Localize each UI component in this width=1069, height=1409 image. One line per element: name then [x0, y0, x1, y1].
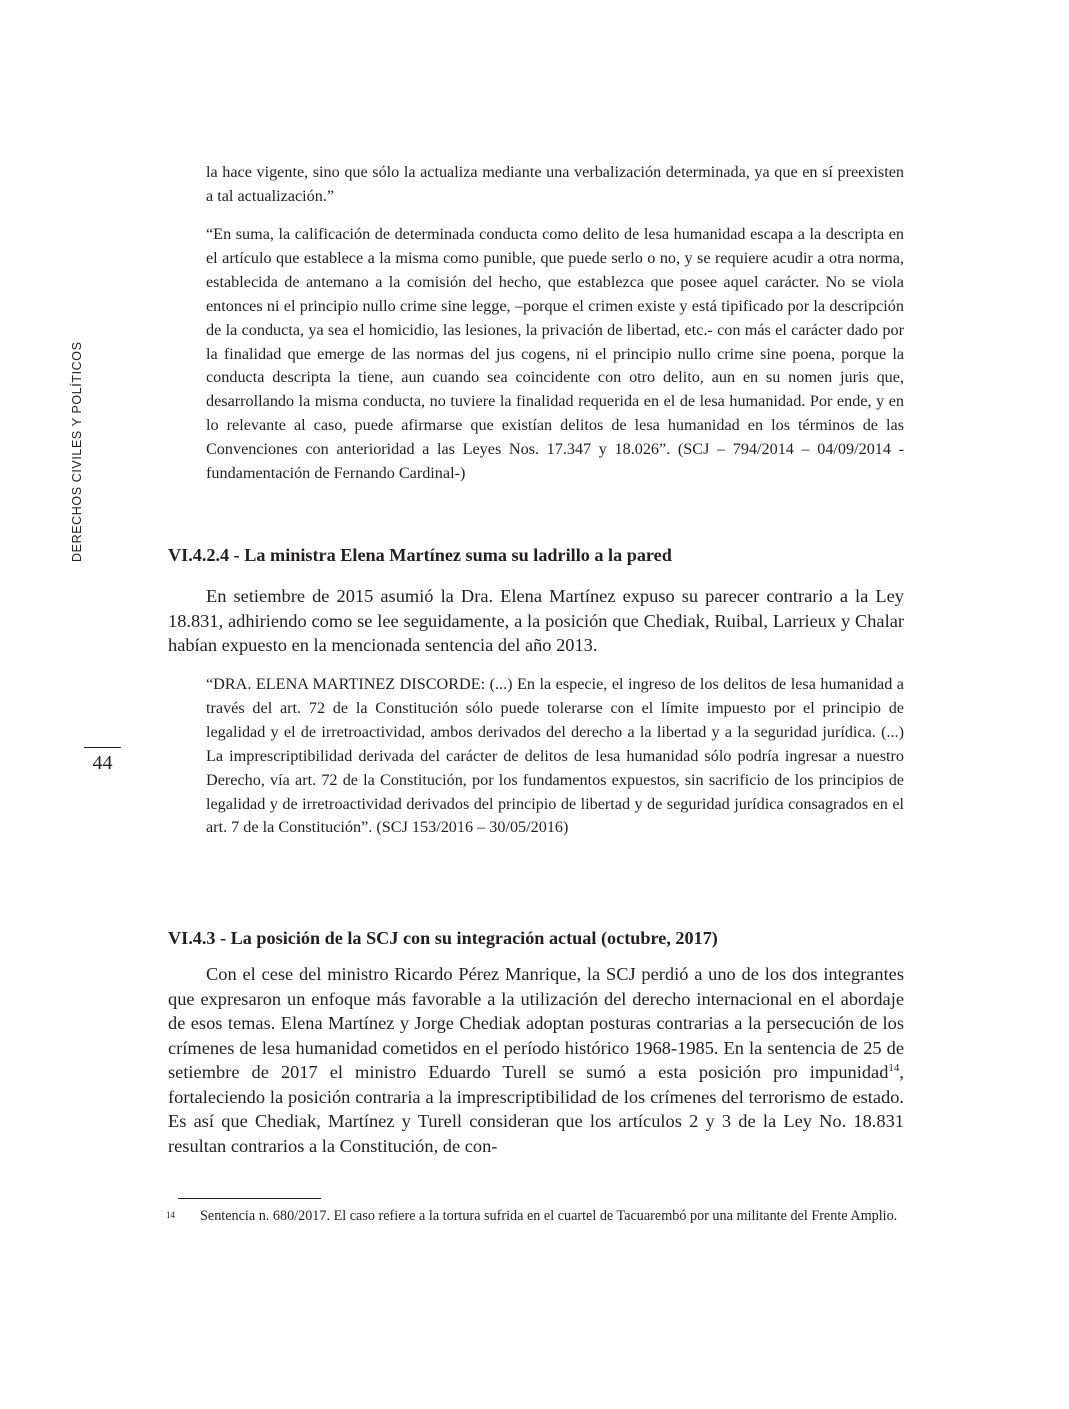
- paragraph-scj-integration: [168, 962, 904, 1158]
- quote-martinez: “DRA. ELENA MARTINEZ DISCORDE: (...) En la especie, el ingreso de los delitos de lesa humanidad a través del art. 72 de la Constitución sólo puede tolerarse con el límite impuesto por el principio de legalidad y el de irretroactividad, ambos derivados del derecho a la libertad y a la seguridad jurídica. (...) La imprescriptibilidad derivada del carácter de delitos de lesa humanidad sólo podría ingresar a nuestro Derecho, vía art. 72 de la Constitución, por los fundamentos expuestos, sin sacrificio de los principios de legalidad y de irretroactividad derivados del principio de libertad y de seguridad jurídica consagrados en el art. 7 de la Constitución”. (SCJ 153/2016 – 30/05/2016): [206, 675, 904, 837]
- paragraph-text-after-note: , fortaleciendo la posición contraria a la imprescriptibilidad de los crímenes del terrorismo de estado. Es así que Chediak, Martínez y Turell consideran que los artículos 2 y 3 de la Ley No. 18.831 resultan contrarios a la Constitución, de con-: [168, 1062, 904, 1156]
- footnote-separator: [178, 1198, 321, 1199]
- section-heading-vi-4-2-4: VI.4.2.4 - La ministra Elena Martínez suma su ladrillo a la pared: [168, 545, 672, 565]
- footnote-text: Sentencia n. 680/2017. El caso refiere a la tortura sufrida en el cuartel de Tacuarembó por una militante del Frente Amplio.: [200, 1208, 898, 1224]
- footnote-reference: 14: [888, 1061, 900, 1074]
- footnote-14: [166, 1206, 904, 1227]
- paragraph-text-before-note: Con el cese del ministro Ricardo Pérez Manrique, la SCJ perdió a uno de los dos integrantes que expresaron un enfoque más favorable a la utilización del derecho internacional en el abordaje de esos temas. Elena Martínez y Jorge Chediak adoptan posturas contrarias a la persecución de los crímenes de lesa humanidad cometidos en el período histórico 1968-1985. En la sentencia de 25 de setiembre de 2017 el ministro Eduardo Turell se sumó a esta posición pro impunidad: [168, 964, 904, 1082]
- page-number-rule: [84, 747, 121, 748]
- paragraph-martinez: En setiembre de 2015 asumió la Dra. Elena Martínez expuso su parecer contrario a la Ley 18.831, adhiriendo como se lee seguidamente, a la posición que Chediak, Ruibal, Larrieux y Chalar habían expuesto en la mencionada sentencia del año 2013.: [168, 586, 904, 655]
- running-head: DERECHOS CIVILES Y POLÍTICOS: [70, 341, 84, 562]
- page-number: 44: [92, 752, 113, 774]
- quote-continuation: la hace vigente, sino que sólo la actualiza mediante una verbalización determinada, ya que en sí preexisten a tal actualización.”: [206, 163, 904, 205]
- section-heading-vi-4-3: VI.4.3 - La posición de la SCJ con su integración actual (octubre, 2017): [168, 928, 718, 948]
- quote-cardinal: “En suma, la calificación de determinada conducta como delito de lesa humanidad escapa a la descripta en el artículo que establece a la misma como punible, que puede serlo o no, y se requiere acudir a otra norma, establecida de antemano a la comisión del hecho, que establezca que posee aquel carácter. No se viola entonces ni el principio nullo crime sine legge, –porque el crimen existe y está tipificado por la descripción de la conducta, ya sea el homicidio, las lesiones, la privación de libertad, etc.- con más el carácter dado por la finalidad que emerge de las normas del jus cogens, ni el principio nullo crime sine poena, porque la conducta descripta la tiene, aun cuando sea coincidente con otro delito, aun en su nomen juris que, desarrollando la misma conducta, no tuviere la finalidad requerida en el de lesa humanidad. Por ende, y en lo relevante al caso, puede afirmarse que existían delitos de lesa humanidad en los términos de las Convenciones con anterioridad a las Leyes Nos. 17.347 y 18.026”. (SCJ – 794/2014 – 04/09/2014 -fundamentación de Fernando Cardinal-): [206, 225, 904, 483]
- footnote-number: 14: [166, 1210, 175, 1220]
